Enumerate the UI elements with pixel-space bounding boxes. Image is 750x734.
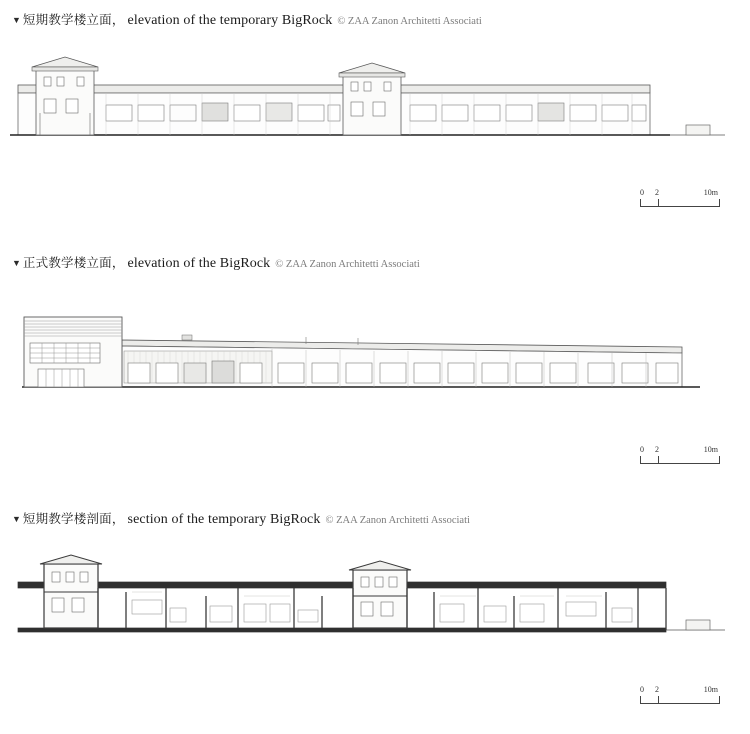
triangle-marker-icon: ▼ (12, 15, 21, 25)
figure-2-title-cn: 正式教学楼立面， (22, 255, 125, 270)
scale-label-2: 2 (655, 188, 659, 197)
figure-1-title-en: elevation of the temporary BigRock (127, 13, 333, 28)
figure-2-credit: © ZAA Zanon Architetti Associati (275, 259, 420, 270)
figure-3-credit: © ZAA Zanon Architetti Associati (325, 515, 470, 526)
figure-2-title-en: elevation of the BigRock (127, 256, 271, 271)
scale-label-2: 2 (655, 445, 659, 454)
figure-1-caption (12, 14, 482, 28)
figure-1-elevation-drawing (10, 55, 725, 160)
scale-ruler (640, 696, 720, 704)
figure-3-caption (12, 513, 470, 527)
triangle-marker-icon: ▼ (12, 258, 21, 268)
scale-ruler (640, 456, 720, 464)
figure-3-section-drawing (10, 552, 725, 652)
scale-label-10: 10m (703, 445, 718, 454)
figure-1-scale-bar (640, 188, 718, 208)
figure-2-elevation-drawing (10, 305, 725, 400)
scale-label-10: 10m (703, 188, 718, 197)
scale-label-0: 0 (640, 188, 644, 197)
figure-3-title-en: section of the temporary BigRock (127, 512, 321, 527)
triangle-marker-icon: ▼ (12, 514, 21, 524)
scale-label-2: 2 (655, 685, 659, 694)
scale-label-0: 0 (640, 685, 644, 694)
figure-3-title-cn: 短期教学楼剖面， (22, 511, 125, 526)
figure-1-credit: © ZAA Zanon Architetti Associati (337, 16, 482, 27)
figure-3-scale-bar (640, 685, 718, 705)
figure-1-title-cn: 短期教学楼立面， (22, 12, 125, 27)
figure-2-caption (12, 257, 420, 271)
figure-2-scale-bar (640, 445, 718, 465)
scale-label-10: 10m (703, 685, 718, 694)
scale-label-0: 0 (640, 445, 644, 454)
scale-ruler (640, 199, 720, 207)
